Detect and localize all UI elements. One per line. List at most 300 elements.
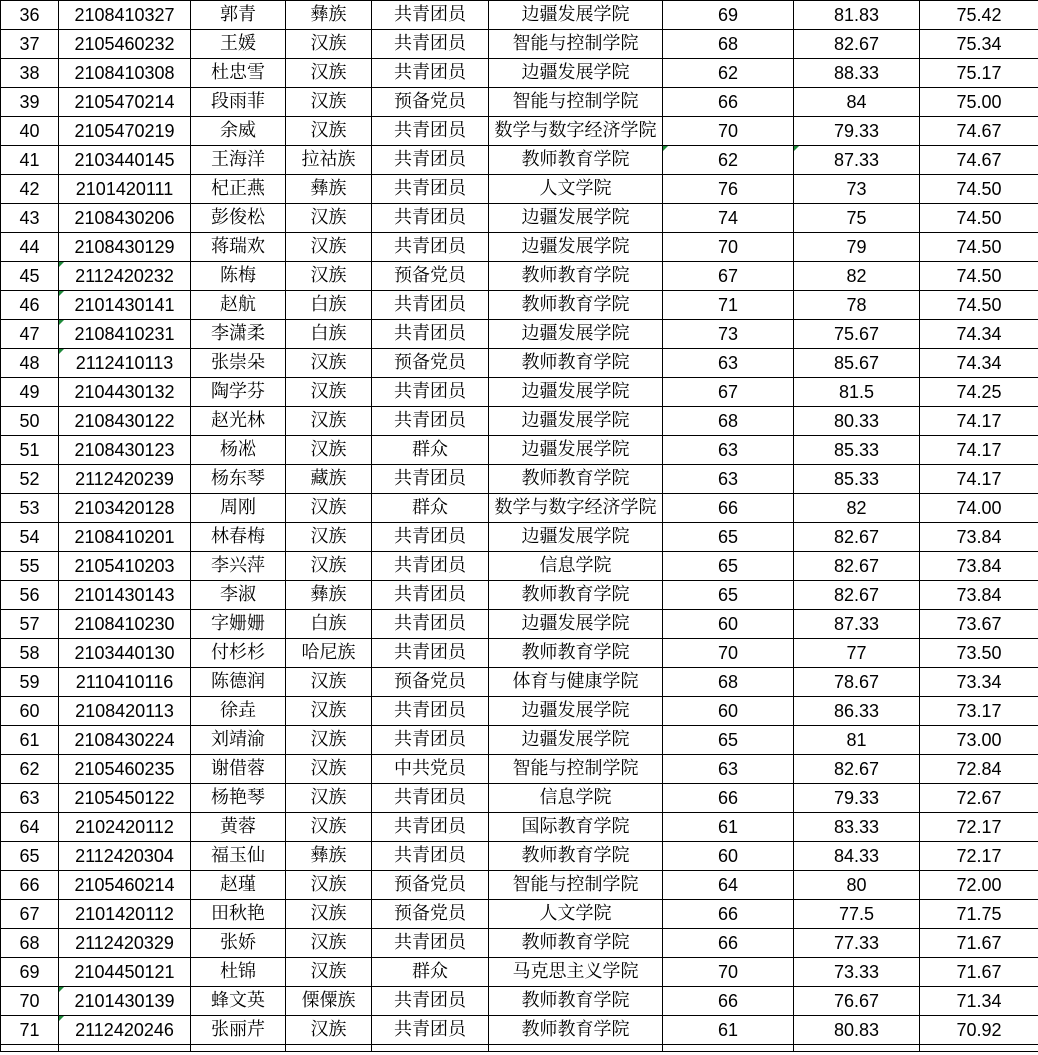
score-1-cell[interactable]: 66 — [663, 900, 794, 929]
political-status-cell[interactable]: 中共党员 — [372, 755, 489, 784]
score-1-cell[interactable]: 63 — [663, 465, 794, 494]
student-id-cell[interactable]: 2112410113 — [59, 349, 191, 378]
ethnicity-cell[interactable]: 白族 — [286, 291, 372, 320]
score-2-cell[interactable]: 79.33 — [794, 117, 920, 146]
college-cell[interactable]: 人文学院 — [489, 900, 663, 929]
score-2-cell[interactable]: 82.67 — [794, 581, 920, 610]
row-number-cell[interactable]: 42 — [1, 175, 59, 204]
political-status-cell[interactable]: 共青团员 — [372, 378, 489, 407]
score-2-cell[interactable]: 73 — [794, 175, 920, 204]
score-1-cell[interactable]: 70 — [663, 233, 794, 262]
ethnicity-cell[interactable]: 汉族 — [286, 1016, 372, 1045]
student-id-cell[interactable]: 2112420329 — [59, 929, 191, 958]
score-1-cell[interactable]: 61 — [663, 1016, 794, 1045]
row-number-cell[interactable]: 55 — [1, 552, 59, 581]
score-2-cell[interactable]: 82.67 — [794, 552, 920, 581]
row-number-cell[interactable]: 68 — [1, 929, 59, 958]
score-1-cell[interactable]: 62 — [663, 146, 794, 175]
row-number-cell[interactable]: 66 — [1, 871, 59, 900]
college-cell[interactable]: 边疆发展学院 — [489, 378, 663, 407]
total-score-cell[interactable]: 72.67 — [920, 784, 1038, 813]
college-cell[interactable]: 教师教育学院 — [489, 842, 663, 871]
name-cell[interactable]: 赵瑾 — [191, 871, 286, 900]
row-number-cell[interactable]: 65 — [1, 842, 59, 871]
ethnicity-cell[interactable]: 汉族 — [286, 958, 372, 987]
score-1-cell[interactable]: 74 — [663, 204, 794, 233]
political-status-cell[interactable]: 共青团员 — [372, 291, 489, 320]
political-status-cell[interactable]: 共青团员 — [372, 320, 489, 349]
ethnicity-cell[interactable]: 汉族 — [286, 204, 372, 233]
total-score-cell[interactable]: 73.67 — [920, 610, 1038, 639]
ethnicity-cell[interactable]: 汉族 — [286, 378, 372, 407]
political-status-cell[interactable]: 群众 — [372, 436, 489, 465]
total-score-cell[interactable]: 72.84 — [920, 755, 1038, 784]
row-number-cell[interactable]: 64 — [1, 813, 59, 842]
total-score-cell[interactable]: 74.50 — [920, 233, 1038, 262]
score-2-cell[interactable]: 73.33 — [794, 958, 920, 987]
row-number-cell[interactable]: 71 — [1, 1016, 59, 1045]
score-2-cell[interactable]: 82 — [794, 494, 920, 523]
ethnicity-cell[interactable]: 哈尼族 — [286, 639, 372, 668]
student-id-cell[interactable]: 2110410116 — [59, 668, 191, 697]
total-score-cell[interactable]: 74.50 — [920, 204, 1038, 233]
college-cell[interactable]: 教师教育学院 — [489, 262, 663, 291]
ethnicity-cell[interactable]: 汉族 — [286, 813, 372, 842]
score-1-cell[interactable]: 67 — [663, 378, 794, 407]
row-number-cell[interactable]: 37 — [1, 30, 59, 59]
total-score-cell[interactable]: 74.50 — [920, 291, 1038, 320]
name-cell[interactable]: 黄蓉 — [191, 813, 286, 842]
student-id-cell[interactable]: 2112420239 — [59, 465, 191, 494]
ethnicity-cell[interactable]: 汉族 — [286, 929, 372, 958]
political-status-cell[interactable]: 共青团员 — [372, 1016, 489, 1045]
political-status-cell[interactable]: 预备党员 — [372, 900, 489, 929]
political-status-cell[interactable]: 共青团员 — [372, 1, 489, 30]
score-1-cell[interactable]: 61 — [663, 813, 794, 842]
row-number-cell[interactable]: 46 — [1, 291, 59, 320]
score-2-cell[interactable]: 82 — [794, 262, 920, 291]
score-1-cell[interactable]: 66 — [663, 494, 794, 523]
college-cell[interactable]: 教师教育学院 — [489, 929, 663, 958]
name-cell[interactable]: 李潇柔 — [191, 320, 286, 349]
total-score-cell[interactable]: 73.17 — [920, 697, 1038, 726]
college-cell[interactable]: 边疆发展学院 — [489, 204, 663, 233]
ethnicity-cell[interactable]: 拉祜族 — [286, 146, 372, 175]
political-status-cell[interactable]: 共青团员 — [372, 726, 489, 755]
student-id-cell[interactable]: 2108410201 — [59, 523, 191, 552]
ethnicity-cell[interactable]: 汉族 — [286, 30, 372, 59]
ethnicity-cell[interactable]: 汉族 — [286, 755, 372, 784]
political-status-cell[interactable]: 共青团员 — [372, 784, 489, 813]
political-status-cell[interactable]: 共青团员 — [372, 552, 489, 581]
total-score-cell[interactable]: 74.50 — [920, 175, 1038, 204]
student-id-cell[interactable]: 2108410327 — [59, 1, 191, 30]
ethnicity-cell[interactable]: 白族 — [286, 610, 372, 639]
row-number-cell[interactable]: 57 — [1, 610, 59, 639]
row-number-cell[interactable]: 69 — [1, 958, 59, 987]
ethnicity-cell[interactable]: 汉族 — [286, 900, 372, 929]
row-number-cell[interactable]: 60 — [1, 697, 59, 726]
score-2-cell[interactable]: 82.67 — [794, 523, 920, 552]
score-1-cell[interactable]: 66 — [663, 784, 794, 813]
name-cell[interactable]: 蜂文英 — [191, 987, 286, 1016]
score-2-cell[interactable]: 84 — [794, 88, 920, 117]
total-score-cell[interactable]: 75.42 — [920, 1, 1038, 30]
student-id-cell[interactable]: 2101430141 — [59, 291, 191, 320]
student-id-cell[interactable]: 2101430139 — [59, 987, 191, 1016]
score-2-cell[interactable]: 80.83 — [794, 1016, 920, 1045]
score-1-cell[interactable]: 63 — [663, 755, 794, 784]
student-id-cell[interactable]: 2103440130 — [59, 639, 191, 668]
score-2-cell[interactable]: 88.33 — [794, 59, 920, 88]
score-1-cell[interactable]: 60 — [663, 697, 794, 726]
student-id-cell[interactable]: 2112420246 — [59, 1016, 191, 1045]
name-cell[interactable]: 谢借蓉 — [191, 755, 286, 784]
student-id-cell[interactable]: 2108410231 — [59, 320, 191, 349]
political-status-cell[interactable]: 共青团员 — [372, 233, 489, 262]
ethnicity-cell[interactable]: 汉族 — [286, 407, 372, 436]
name-cell[interactable]: 杨东琴 — [191, 465, 286, 494]
ethnicity-cell[interactable]: 汉族 — [286, 494, 372, 523]
student-id-cell[interactable]: 2105470214 — [59, 88, 191, 117]
name-cell[interactable]: 赵光林 — [191, 407, 286, 436]
name-cell[interactable]: 王海洋 — [191, 146, 286, 175]
name-cell[interactable]: 林春梅 — [191, 523, 286, 552]
student-id-cell[interactable]: 2112420304 — [59, 842, 191, 871]
college-cell[interactable]: 边疆发展学院 — [489, 233, 663, 262]
college-cell[interactable]: 人文学院 — [489, 175, 663, 204]
score-2-cell[interactable]: 86.33 — [794, 697, 920, 726]
total-score-cell[interactable]: 73.84 — [920, 581, 1038, 610]
political-status-cell[interactable]: 共青团员 — [372, 523, 489, 552]
row-number-cell[interactable]: 62 — [1, 755, 59, 784]
student-id-cell[interactable]: 2102420112 — [59, 813, 191, 842]
ethnicity-cell[interactable]: 汉族 — [286, 726, 372, 755]
score-1-cell[interactable]: 68 — [663, 668, 794, 697]
student-id-cell[interactable]: 2104430132 — [59, 378, 191, 407]
ethnicity-cell[interactable]: 汉族 — [286, 523, 372, 552]
name-cell[interactable]: 周刚 — [191, 494, 286, 523]
row-number-cell[interactable]: 59 — [1, 668, 59, 697]
total-score-cell[interactable]: 73.50 — [920, 639, 1038, 668]
score-2-cell[interactable]: 79 — [794, 233, 920, 262]
ethnicity-cell[interactable]: 彝族 — [286, 842, 372, 871]
name-cell[interactable]: 字姗姗 — [191, 610, 286, 639]
name-cell[interactable]: 杜忠雪 — [191, 59, 286, 88]
college-cell[interactable]: 教师教育学院 — [489, 1016, 663, 1045]
score-2-cell[interactable]: 85.33 — [794, 465, 920, 494]
ethnicity-cell[interactable]: 傈僳族 — [286, 987, 372, 1016]
row-number-cell[interactable]: 51 — [1, 436, 59, 465]
college-cell[interactable]: 智能与控制学院 — [489, 88, 663, 117]
college-cell[interactable]: 边疆发展学院 — [489, 726, 663, 755]
score-1-cell[interactable]: 68 — [663, 407, 794, 436]
college-cell[interactable]: 边疆发展学院 — [489, 320, 663, 349]
college-cell[interactable]: 边疆发展学院 — [489, 407, 663, 436]
score-2-cell[interactable]: 77.5 — [794, 900, 920, 929]
college-cell[interactable]: 数学与数字经济学院 — [489, 117, 663, 146]
score-2-cell[interactable]: 81 — [794, 726, 920, 755]
college-cell[interactable]: 教师教育学院 — [489, 465, 663, 494]
score-1-cell[interactable]: 69 — [663, 1, 794, 30]
total-score-cell[interactable]: 71.67 — [920, 929, 1038, 958]
political-status-cell[interactable]: 共青团员 — [372, 813, 489, 842]
name-cell[interactable]: 段雨菲 — [191, 88, 286, 117]
score-2-cell[interactable]: 83.33 — [794, 813, 920, 842]
total-score-cell[interactable]: 74.34 — [920, 349, 1038, 378]
score-2-cell[interactable]: 78.67 — [794, 668, 920, 697]
score-1-cell[interactable]: 70 — [663, 958, 794, 987]
score-2-cell[interactable]: 77 — [794, 639, 920, 668]
total-score-cell[interactable]: 75.00 — [920, 88, 1038, 117]
total-score-cell[interactable]: 74.17 — [920, 465, 1038, 494]
political-status-cell[interactable]: 共青团员 — [372, 697, 489, 726]
score-1-cell[interactable]: 66 — [663, 88, 794, 117]
ethnicity-cell[interactable]: 汉族 — [286, 117, 372, 146]
total-score-cell[interactable]: 71.67 — [920, 958, 1038, 987]
total-score-cell[interactable]: 73.00 — [920, 726, 1038, 755]
total-score-cell[interactable]: 72.17 — [920, 842, 1038, 871]
score-1-cell[interactable]: 66 — [663, 987, 794, 1016]
total-score-cell[interactable]: 74.34 — [920, 320, 1038, 349]
political-status-cell[interactable]: 共青团员 — [372, 30, 489, 59]
student-id-cell[interactable]: 2108410230 — [59, 610, 191, 639]
name-cell[interactable]: 陈梅 — [191, 262, 286, 291]
name-cell[interactable]: 王媛 — [191, 30, 286, 59]
score-1-cell[interactable]: 65 — [663, 523, 794, 552]
total-score-cell[interactable]: 70.92 — [920, 1016, 1038, 1045]
political-status-cell[interactable]: 共青团员 — [372, 146, 489, 175]
student-id-cell[interactable]: 2101420111 — [59, 175, 191, 204]
score-2-cell[interactable]: 79.33 — [794, 784, 920, 813]
score-1-cell[interactable]: 64 — [663, 871, 794, 900]
college-cell[interactable]: 数学与数字经济学院 — [489, 494, 663, 523]
student-id-cell[interactable]: 2108430123 — [59, 436, 191, 465]
total-score-cell[interactable]: 74.25 — [920, 378, 1038, 407]
political-status-cell[interactable]: 共青团员 — [372, 581, 489, 610]
row-number-cell[interactable]: 56 — [1, 581, 59, 610]
college-cell[interactable]: 体育与健康学院 — [489, 668, 663, 697]
college-cell[interactable]: 边疆发展学院 — [489, 697, 663, 726]
score-1-cell[interactable]: 65 — [663, 581, 794, 610]
student-id-cell[interactable]: 2105450122 — [59, 784, 191, 813]
total-score-cell[interactable]: 74.17 — [920, 436, 1038, 465]
college-cell[interactable]: 边疆发展学院 — [489, 1, 663, 30]
name-cell[interactable]: 陈德润 — [191, 668, 286, 697]
score-1-cell[interactable]: 70 — [663, 117, 794, 146]
name-cell[interactable]: 张娇 — [191, 929, 286, 958]
ethnicity-cell[interactable]: 汉族 — [286, 784, 372, 813]
total-score-cell[interactable]: 72.00 — [920, 871, 1038, 900]
score-2-cell[interactable]: 87.33 — [794, 146, 920, 175]
row-number-cell[interactable]: 50 — [1, 407, 59, 436]
college-cell[interactable]: 边疆发展学院 — [489, 436, 663, 465]
name-cell[interactable]: 福玉仙 — [191, 842, 286, 871]
row-number-cell[interactable]: 45 — [1, 262, 59, 291]
score-1-cell[interactable]: 63 — [663, 349, 794, 378]
student-id-cell[interactable]: 2108430224 — [59, 726, 191, 755]
row-number-cell[interactable]: 40 — [1, 117, 59, 146]
ethnicity-cell[interactable]: 汉族 — [286, 871, 372, 900]
total-score-cell[interactable]: 71.34 — [920, 987, 1038, 1016]
total-score-cell[interactable]: 74.67 — [920, 117, 1038, 146]
political-status-cell[interactable]: 共青团员 — [372, 465, 489, 494]
total-score-cell[interactable]: 71.75 — [920, 900, 1038, 929]
name-cell[interactable]: 赵航 — [191, 291, 286, 320]
score-2-cell[interactable]: 81.83 — [794, 1, 920, 30]
political-status-cell[interactable]: 共青团员 — [372, 175, 489, 204]
political-status-cell[interactable]: 预备党员 — [372, 88, 489, 117]
row-number-cell[interactable]: 70 — [1, 987, 59, 1016]
name-cell[interactable]: 付杉杉 — [191, 639, 286, 668]
row-number-cell[interactable]: 58 — [1, 639, 59, 668]
score-2-cell[interactable]: 81.5 — [794, 378, 920, 407]
total-score-cell[interactable]: 74.00 — [920, 494, 1038, 523]
political-status-cell[interactable]: 共青团员 — [372, 929, 489, 958]
name-cell[interactable]: 张崇朵 — [191, 349, 286, 378]
ethnicity-cell[interactable]: 汉族 — [286, 233, 372, 262]
row-number-cell[interactable]: 61 — [1, 726, 59, 755]
student-id-cell[interactable]: 2105460232 — [59, 30, 191, 59]
college-cell[interactable]: 智能与控制学院 — [489, 871, 663, 900]
student-id-cell[interactable]: 2105470219 — [59, 117, 191, 146]
college-cell[interactable]: 边疆发展学院 — [489, 59, 663, 88]
student-id-cell[interactable]: 2108430206 — [59, 204, 191, 233]
total-score-cell[interactable]: 73.84 — [920, 523, 1038, 552]
political-status-cell[interactable]: 共青团员 — [372, 204, 489, 233]
political-status-cell[interactable]: 共青团员 — [372, 639, 489, 668]
ethnicity-cell[interactable]: 藏族 — [286, 465, 372, 494]
political-status-cell[interactable]: 预备党员 — [372, 349, 489, 378]
political-status-cell[interactable]: 共青团员 — [372, 610, 489, 639]
row-number-cell[interactable]: 41 — [1, 146, 59, 175]
student-id-cell[interactable]: 2105460235 — [59, 755, 191, 784]
ethnicity-cell[interactable]: 彝族 — [286, 581, 372, 610]
political-status-cell[interactable]: 预备党员 — [372, 668, 489, 697]
political-status-cell[interactable]: 共青团员 — [372, 842, 489, 871]
political-status-cell[interactable]: 预备党员 — [372, 871, 489, 900]
score-1-cell[interactable]: 71 — [663, 291, 794, 320]
political-status-cell[interactable]: 群众 — [372, 958, 489, 987]
row-number-cell[interactable]: 48 — [1, 349, 59, 378]
name-cell[interactable]: 陶学芬 — [191, 378, 286, 407]
ethnicity-cell[interactable]: 汉族 — [286, 552, 372, 581]
score-2-cell[interactable]: 76.67 — [794, 987, 920, 1016]
ethnicity-cell[interactable]: 彝族 — [286, 175, 372, 204]
ethnicity-cell[interactable]: 汉族 — [286, 436, 372, 465]
name-cell[interactable]: 蒋瑞欢 — [191, 233, 286, 262]
political-status-cell[interactable]: 共青团员 — [372, 987, 489, 1016]
student-id-cell[interactable]: 2108420113 — [59, 697, 191, 726]
name-cell[interactable]: 郭青 — [191, 1, 286, 30]
name-cell[interactable]: 徐垚 — [191, 697, 286, 726]
row-number-cell[interactable]: 36 — [1, 1, 59, 30]
score-1-cell[interactable]: 67 — [663, 262, 794, 291]
name-cell[interactable]: 张丽芹 — [191, 1016, 286, 1045]
name-cell[interactable]: 李淑 — [191, 581, 286, 610]
name-cell[interactable]: 余威 — [191, 117, 286, 146]
row-number-cell[interactable]: 43 — [1, 204, 59, 233]
row-number-cell[interactable]: 53 — [1, 494, 59, 523]
total-score-cell[interactable]: 72.17 — [920, 813, 1038, 842]
name-cell[interactable]: 田秋艳 — [191, 900, 286, 929]
student-id-cell[interactable]: 2105410203 — [59, 552, 191, 581]
student-id-cell[interactable]: 2101420112 — [59, 900, 191, 929]
total-score-cell[interactable]: 74.67 — [920, 146, 1038, 175]
student-id-cell[interactable]: 2101430143 — [59, 581, 191, 610]
ethnicity-cell[interactable]: 白族 — [286, 320, 372, 349]
name-cell[interactable]: 刘靖渝 — [191, 726, 286, 755]
total-score-cell[interactable]: 74.17 — [920, 407, 1038, 436]
student-id-cell[interactable]: 2108410308 — [59, 59, 191, 88]
total-score-cell[interactable]: 75.17 — [920, 59, 1038, 88]
college-cell[interactable]: 教师教育学院 — [489, 349, 663, 378]
student-id-cell[interactable]: 2103420128 — [59, 494, 191, 523]
name-cell[interactable]: 杨艳琴 — [191, 784, 286, 813]
total-score-cell[interactable]: 74.50 — [920, 262, 1038, 291]
score-2-cell[interactable]: 77.33 — [794, 929, 920, 958]
score-1-cell[interactable]: 65 — [663, 552, 794, 581]
score-2-cell[interactable]: 82.67 — [794, 755, 920, 784]
ethnicity-cell[interactable]: 汉族 — [286, 668, 372, 697]
score-2-cell[interactable]: 87.33 — [794, 610, 920, 639]
score-2-cell[interactable]: 80.33 — [794, 407, 920, 436]
name-cell[interactable]: 彭俊松 — [191, 204, 286, 233]
row-number-cell[interactable]: 63 — [1, 784, 59, 813]
total-score-cell[interactable]: 73.84 — [920, 552, 1038, 581]
political-status-cell[interactable]: 预备党员 — [372, 262, 489, 291]
student-id-cell[interactable]: 2104450121 — [59, 958, 191, 987]
college-cell[interactable]: 信息学院 — [489, 552, 663, 581]
college-cell[interactable]: 边疆发展学院 — [489, 523, 663, 552]
college-cell[interactable]: 信息学院 — [489, 784, 663, 813]
score-1-cell[interactable]: 60 — [663, 842, 794, 871]
college-cell[interactable]: 智能与控制学院 — [489, 755, 663, 784]
score-2-cell[interactable]: 84.33 — [794, 842, 920, 871]
student-id-cell[interactable]: 2108430129 — [59, 233, 191, 262]
college-cell[interactable]: 教师教育学院 — [489, 987, 663, 1016]
score-1-cell[interactable]: 66 — [663, 929, 794, 958]
college-cell[interactable]: 教师教育学院 — [489, 581, 663, 610]
name-cell[interactable]: 杨凇 — [191, 436, 286, 465]
college-cell[interactable]: 马克思主义学院 — [489, 958, 663, 987]
college-cell[interactable]: 教师教育学院 — [489, 146, 663, 175]
score-1-cell[interactable]: 62 — [663, 59, 794, 88]
student-id-cell[interactable]: 2103440145 — [59, 146, 191, 175]
row-number-cell[interactable]: 54 — [1, 523, 59, 552]
college-cell[interactable]: 智能与控制学院 — [489, 30, 663, 59]
ethnicity-cell[interactable]: 汉族 — [286, 349, 372, 378]
student-id-cell[interactable]: 2112420232 — [59, 262, 191, 291]
score-2-cell[interactable]: 85.33 — [794, 436, 920, 465]
score-1-cell[interactable]: 65 — [663, 726, 794, 755]
political-status-cell[interactable]: 群众 — [372, 494, 489, 523]
total-score-cell[interactable]: 73.34 — [920, 668, 1038, 697]
college-cell[interactable]: 边疆发展学院 — [489, 610, 663, 639]
ethnicity-cell[interactable]: 汉族 — [286, 697, 372, 726]
name-cell[interactable]: 李兴萍 — [191, 552, 286, 581]
row-number-cell[interactable]: 38 — [1, 59, 59, 88]
score-1-cell[interactable]: 60 — [663, 610, 794, 639]
row-number-cell[interactable]: 39 — [1, 88, 59, 117]
score-2-cell[interactable]: 78 — [794, 291, 920, 320]
political-status-cell[interactable]: 共青团员 — [372, 117, 489, 146]
row-number-cell[interactable]: 49 — [1, 378, 59, 407]
ethnicity-cell[interactable]: 汉族 — [286, 88, 372, 117]
row-number-cell[interactable]: 47 — [1, 320, 59, 349]
ethnicity-cell[interactable]: 汉族 — [286, 59, 372, 88]
student-id-cell[interactable]: 2108430122 — [59, 407, 191, 436]
